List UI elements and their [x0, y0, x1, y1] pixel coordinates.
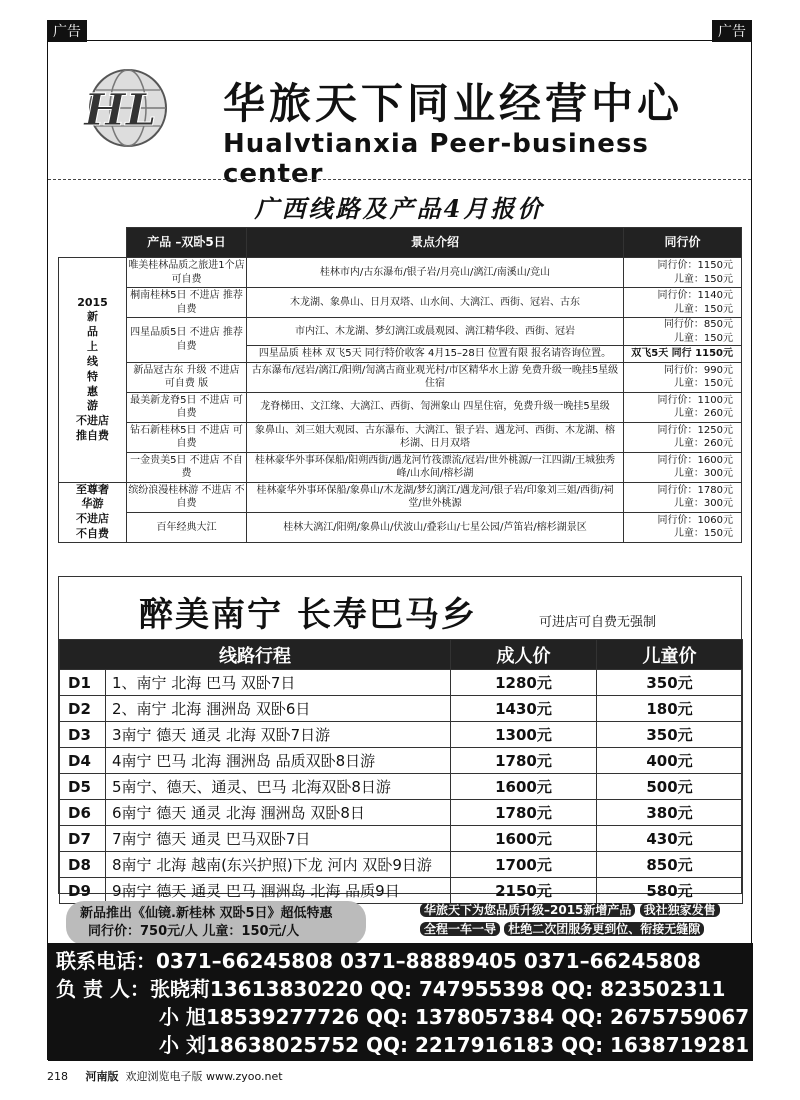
guangxi-product: 桐南桂林5日 不进店 推荐自费	[127, 288, 247, 318]
guangxi-spots: 桂林大漓江/阳朔/象鼻山/伏波山/叠彩山/七星公园/芦笛岩/榕杉湖景区	[247, 512, 624, 542]
nanning-code: D5	[60, 774, 106, 800]
guangxi-price	[624, 392, 742, 422]
dashed-divider	[48, 179, 751, 180]
nanning-row	[60, 696, 743, 722]
nanning-code: D7	[60, 826, 106, 852]
nanning-row	[60, 878, 743, 904]
guangxi-child-price: 儿童：150元	[673, 378, 733, 389]
guangxi-row	[59, 392, 742, 422]
guangxi-header-product: 产品 –双卧5日	[127, 228, 247, 258]
ad-tag-left: 广告	[47, 20, 87, 42]
nanning-route: 4南宁 巴马 北海 涠洲岛 品质双卧8日游	[106, 748, 451, 774]
guangxi-spots: 桂林豪华外事环保船/阳朔西街/遇龙河竹筏漂流/冠岩/世外桃源/一江四湖/王城独秀峰/山水间/榕杉湖	[247, 452, 624, 482]
nanning-child-price: 850元	[597, 852, 743, 878]
nanning-code: D4	[60, 748, 106, 774]
footer-text: 欢迎浏览电子版 www.zyoo.net	[125, 1070, 283, 1083]
nanning-child-price: 350元	[597, 722, 743, 748]
nanning-section	[58, 576, 742, 900]
nanning-adult-price: 1600元	[451, 826, 597, 852]
nanning-adult-price: 1780元	[451, 748, 597, 774]
nanning-child-price: 400元	[597, 748, 743, 774]
guangxi-spots: 象鼻山、刘三姐大观园、古东瀑布、大漓江、银子岩、遇龙河、西街、木龙湖、榕杉湖、日月双塔	[247, 422, 624, 452]
promo-right-line2b: 杜绝二次团服务更到位、衔接无缝隙	[504, 922, 704, 936]
guangxi-child-price: 儿童：260元	[673, 438, 733, 449]
nanning-row	[60, 852, 743, 878]
guangxi-title: 广西线路及产品4月报价	[254, 194, 545, 223]
guangxi-price	[624, 258, 742, 288]
guangxi-adult-price: 同行价：1780元	[657, 484, 733, 496]
guangxi-extra-price: 双飞5天 同行 1150元	[624, 346, 742, 363]
nanning-adult-price: 1600元	[451, 774, 597, 800]
nanning-title: 醉美南宁 长寿巴马乡	[139, 595, 477, 635]
nanning-header-child: 儿童价	[597, 640, 743, 670]
ad-tag-right: 广告	[712, 20, 752, 42]
guangxi-price	[624, 452, 742, 482]
nanning-adult-price: 1300元	[451, 722, 597, 748]
guangxi-price	[624, 318, 742, 346]
guangxi-child-price: 儿童：150元	[673, 528, 733, 540]
nanning-row	[60, 748, 743, 774]
edition-label: 河南版	[85, 1070, 119, 1083]
nanning-row	[60, 722, 743, 748]
guangxi-header-price: 同行价	[624, 228, 742, 258]
globe-logo-icon	[66, 63, 176, 153]
nanning-adult-price: 1700元	[451, 852, 597, 878]
nanning-code: D2	[60, 696, 106, 722]
guangxi-row	[59, 288, 742, 318]
contact-phone-row	[56, 947, 745, 975]
logo-letters: HL	[84, 85, 157, 136]
guangxi-child-price: 儿童：300元	[673, 498, 733, 510]
nanning-child-price: 380元	[597, 800, 743, 826]
nanning-code: D9	[60, 878, 106, 904]
guangxi-header-spots: 景点介绍	[247, 228, 624, 258]
guangxi-child-price: 儿童：300元	[673, 468, 733, 479]
guangxi-adult-price: 同行价：850元	[663, 319, 733, 330]
nanning-code: D6	[60, 800, 106, 826]
nanning-row	[60, 826, 743, 852]
guangxi-child-price: 儿童：150元	[673, 303, 733, 315]
guangxi-spots: 桂林市内/古东瀑布/银子岩/月亮山/漓江/南溪山/竞山	[247, 258, 624, 288]
promo-left-line2: 同行价：750元/人 儿童：150元/人	[88, 924, 300, 940]
nanning-child-price: 580元	[597, 878, 743, 904]
guangxi-child-price: 儿童：260元	[673, 408, 733, 419]
person-1: 张晓莉13613830220 QQ: 747955398 QQ: 823502311	[149, 977, 726, 1001]
guangxi-child-price: 儿童：150元	[673, 332, 733, 344]
page-footer	[47, 1068, 283, 1084]
guangxi-spots: 桂林豪华外事环保船/象鼻山/木龙湖/梦幻漓江/遇龙河/银子岩/印象刘三姐/西街/祠堂/世外桃源	[247, 482, 624, 512]
guangxi-price	[624, 512, 742, 542]
guangxi-price	[624, 422, 742, 452]
nanning-row	[60, 774, 743, 800]
guangxi-product: 四星品质5日 不进店 推荐自费	[127, 318, 247, 363]
ad-frame	[47, 40, 752, 1060]
guangxi-adult-price: 同行价：1150元	[657, 260, 733, 271]
guangxi-adult-price: 同行价：1600元	[657, 454, 733, 466]
promo-right-line2a: 全程一车一导	[420, 922, 500, 936]
nanning-header-row	[60, 640, 743, 670]
title-cn: 华旅天下同业经营中心	[223, 79, 684, 128]
phone-label: 联系电话：	[56, 949, 156, 973]
guangxi-header-row	[59, 228, 742, 258]
guangxi-spots: 木龙湖、象鼻山、日月双塔、山水间、大漓江、西街、冠岩、古东	[247, 288, 624, 318]
nanning-child-price: 350元	[597, 670, 743, 696]
guangxi-product: 一金贵美5日 不进店 不自费	[127, 452, 247, 482]
guangxi-adult-price: 同行价：1100元	[657, 394, 733, 406]
promo-right-line1b: 我社独家发售	[640, 903, 720, 917]
nanning-route: 8南宁 北海 越南(东兴护照)下龙 河内 双卧9日游	[106, 852, 451, 878]
guangxi-price	[624, 362, 742, 392]
nanning-code: D1	[60, 670, 106, 696]
guangxi-row	[59, 422, 742, 452]
contact-person-row-3: 小 刘18638025752 QQ: 2217916183 QQ: 1638719281	[159, 1033, 750, 1057]
guangxi-extra-spots: 四星品质 桂林 双飞5天 同行特价收客 4月15–28日 位置有限 报名请咨询位置。	[247, 346, 624, 363]
guangxi-product: 缤纷浪漫桂林游 不进店 不自费	[127, 482, 247, 512]
nanning-route: 9南宁 德天 通灵 巴马 涠洲岛 北海 品质9日	[106, 878, 451, 904]
phone-numbers: 0371–66245808 0371–88889405 0371–66245808	[156, 949, 701, 973]
guangxi-spots: 市内江、木龙湖、梦幻漓江或晨观园、漓江精华段、西街、冠岩	[247, 318, 624, 346]
page-number: 218	[47, 1070, 68, 1083]
guangxi-adult-price: 同行价：1250元	[657, 424, 733, 436]
guangxi-product: 百年经典大江	[127, 512, 247, 542]
guangxi-spots: 古东瀑布/冠岩/漓江/阳朔/訇漓古商业观光村/市区精华水上游 免费升级一晚挂5星级住宿	[247, 362, 624, 392]
guangxi-group-label: 至尊奢 华游 不进店 不自费	[59, 482, 127, 542]
promo-upgrade	[420, 901, 740, 939]
person-label: 负 责 人：	[56, 977, 150, 1001]
guangxi-adult-price: 同行价：1060元	[657, 514, 733, 526]
guangxi-price	[624, 482, 742, 512]
guangxi-row	[59, 452, 742, 482]
guangxi-product: 钻石新桂林5日 不进店 可自费	[127, 422, 247, 452]
nanning-route: 6南宁 德天 通灵 北海 涠洲岛 双卧8日	[106, 800, 451, 826]
nanning-row	[60, 670, 743, 696]
nanning-header-adult: 成人价	[451, 640, 597, 670]
promo-left-line1: 新品推出《仙镜.新桂林 双卧5日》超低特惠	[80, 906, 333, 921]
contact-person-row-2: 小 旭18539277726 QQ: 1378057384 QQ: 2675759067	[159, 1005, 750, 1029]
nanning-row	[60, 800, 743, 826]
nanning-subtitle: 可进店可自费无强制	[539, 615, 657, 630]
nanning-code: D3	[60, 722, 106, 748]
title-en: Hualvtianxia Peer-business center	[223, 129, 649, 189]
guangxi-spots: 龙脊梯田、文江缘、大漓江、西街、訇洲象山 四星住宿，免费升级一晚挂5星级	[247, 392, 624, 422]
nanning-route: 5南宁、德天、通灵、巴马 北海双卧8日游	[106, 774, 451, 800]
contact-panel	[48, 943, 753, 1061]
guangxi-header-blank	[59, 228, 127, 258]
nanning-child-price: 430元	[597, 826, 743, 852]
header	[48, 41, 751, 189]
guangxi-product: 唯美桂林品质之旅进1个店 可自费	[127, 258, 247, 288]
nanning-route: 7南宁 德天 通灵 巴马双卧7日	[106, 826, 451, 852]
guangxi-adult-price: 同行价：1140元	[657, 290, 733, 301]
nanning-code: D8	[60, 852, 106, 878]
guangxi-row	[59, 258, 742, 288]
nanning-adult-price: 1280元	[451, 670, 597, 696]
guangxi-price-table	[58, 227, 742, 543]
nanning-adult-price: 2150元	[451, 878, 597, 904]
nanning-route-table	[59, 639, 743, 904]
guangxi-row	[59, 512, 742, 542]
guangxi-row	[59, 318, 742, 346]
nanning-child-price: 500元	[597, 774, 743, 800]
guangxi-group-label: 2015 新 品 上 线 特 惠 游 不进店 推自费	[59, 258, 127, 483]
guangxi-adult-price: 同行价：990元	[663, 364, 733, 376]
nanning-header-route: 线路行程	[60, 640, 451, 670]
nanning-route: 3南宁 德天 通灵 北海 双卧7日游	[106, 722, 451, 748]
guangxi-product: 最美新龙脊5日 不进店 可自费	[127, 392, 247, 422]
promo-right-line1a: 华旅天下为您品质升级–2015新增产品	[420, 903, 635, 917]
contact-person-row-1	[56, 975, 745, 1003]
guangxi-row	[59, 362, 742, 392]
guangxi-child-price: 儿童：150元	[673, 273, 733, 285]
nanning-adult-price: 1780元	[451, 800, 597, 826]
nanning-route: 2、南宁 北海 涠洲岛 双卧6日	[106, 696, 451, 722]
guangxi-product: 新品冠古东 升级 不进店 可自费 版	[127, 362, 247, 392]
guangxi-price	[624, 288, 742, 318]
guangxi-row	[59, 482, 742, 512]
nanning-child-price: 180元	[597, 696, 743, 722]
nanning-adult-price: 1430元	[451, 696, 597, 722]
nanning-route: 1、南宁 北海 巴马 双卧7日	[106, 670, 451, 696]
promo-new-product	[66, 901, 366, 945]
